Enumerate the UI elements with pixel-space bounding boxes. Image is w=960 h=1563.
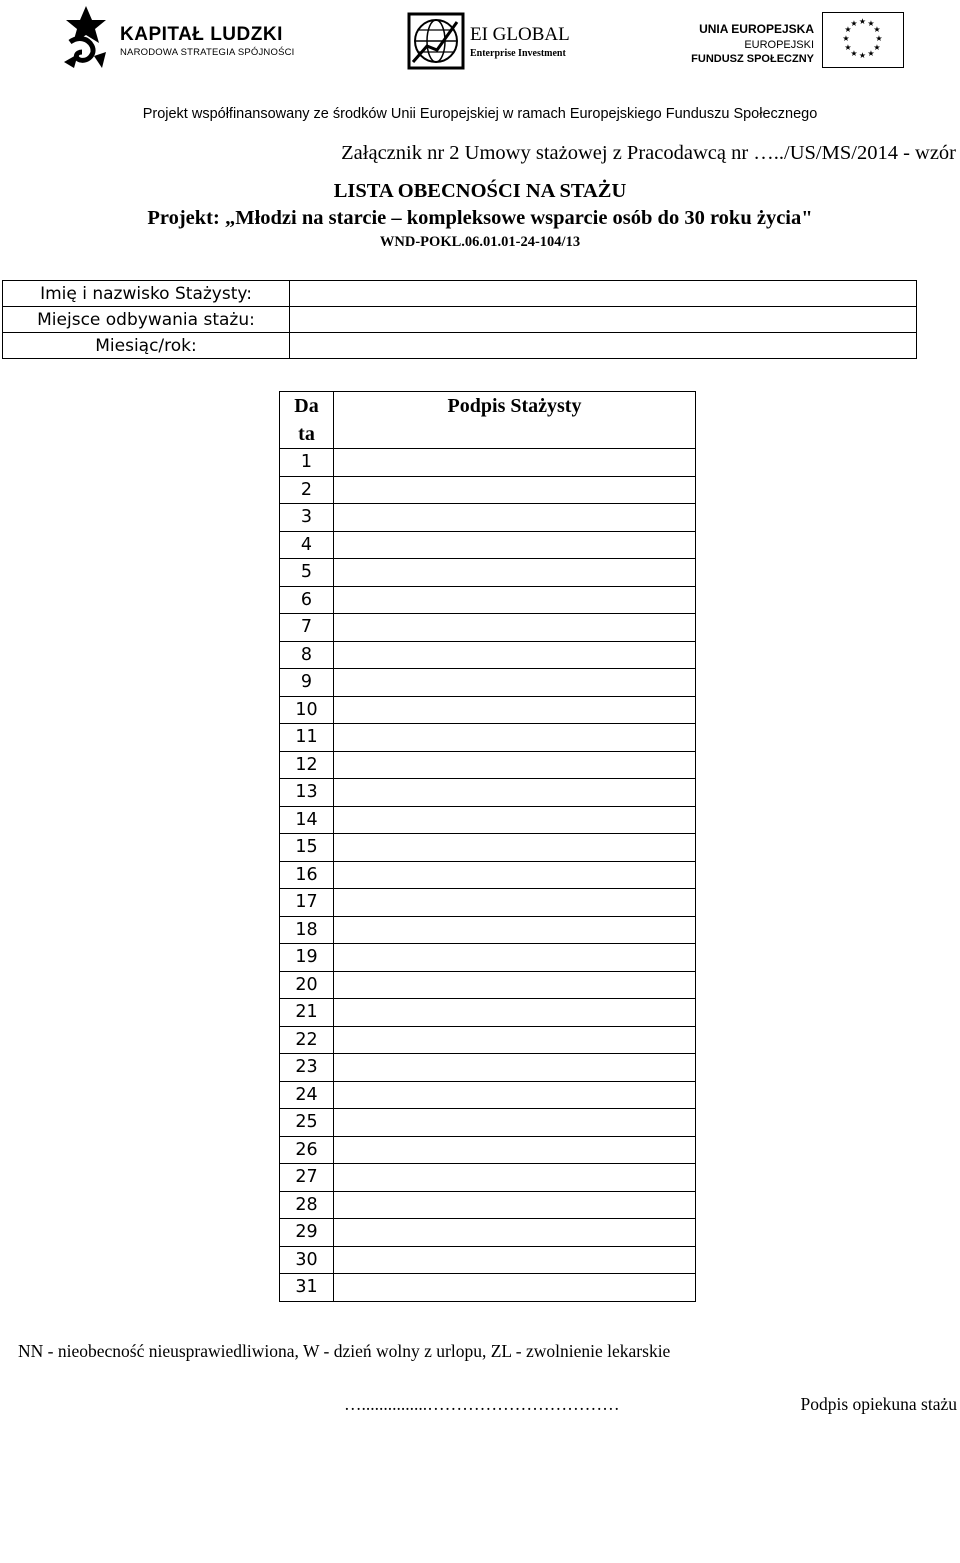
- day-number: 7: [280, 614, 334, 642]
- signature-cell[interactable]: [334, 779, 696, 807]
- svg-text:★: ★: [842, 34, 850, 43]
- signature-cell[interactable]: [334, 449, 696, 477]
- kapital-ludzki-subtitle: NARODOWA STRATEGIA SPÓJNOŚCI: [120, 47, 295, 58]
- supervisor-signature-label: Podpis opiekuna stażu: [800, 1394, 957, 1414]
- signature-cell[interactable]: [334, 916, 696, 944]
- attendance-row: [280, 834, 696, 862]
- attendance-row: [280, 779, 696, 807]
- svg-text:★: ★: [850, 19, 858, 28]
- day-number: 13: [280, 779, 334, 807]
- document-title: LISTA OBECNOŚCI NA STAŻU: [333, 180, 627, 202]
- attendance-row: [280, 641, 696, 669]
- attendance-row: [280, 614, 696, 642]
- signature-cell[interactable]: [334, 1136, 696, 1164]
- attendance-row: [280, 449, 696, 477]
- signature-cell[interactable]: [334, 806, 696, 834]
- signature-cell[interactable]: [334, 1164, 696, 1192]
- signature-cell[interactable]: [334, 944, 696, 972]
- day-number: 29: [280, 1219, 334, 1247]
- day-number: 12: [280, 751, 334, 779]
- svg-text:★: ★: [873, 43, 881, 52]
- info-row-month: [3, 333, 917, 359]
- attendance-row: [280, 916, 696, 944]
- day-number: 17: [280, 889, 334, 917]
- day-number: 15: [280, 834, 334, 862]
- signature-cell[interactable]: [334, 476, 696, 504]
- svg-text:★: ★: [858, 17, 867, 26]
- signature-cell[interactable]: [334, 696, 696, 724]
- day-number: 3: [280, 504, 334, 532]
- ei-global-title: EI GLOBAL: [470, 24, 570, 45]
- eu-fund-line2: FUNDUSZ SPOŁECZNY: [691, 53, 814, 65]
- attendance-header-row: [280, 392, 696, 449]
- signature-cell[interactable]: [334, 1054, 696, 1082]
- attendance-row: [280, 806, 696, 834]
- svg-text:★: ★: [850, 49, 858, 58]
- eu-flag-icon: [822, 12, 904, 68]
- day-number: 20: [280, 971, 334, 999]
- day-number: 2: [280, 476, 334, 504]
- attendance-row: [280, 971, 696, 999]
- day-number: 30: [280, 1246, 334, 1274]
- attendance-table: [279, 391, 696, 1302]
- day-number: 25: [280, 1109, 334, 1137]
- signature-cell[interactable]: [334, 641, 696, 669]
- attendance-row: [280, 1246, 696, 1274]
- attendance-row: [280, 696, 696, 724]
- intern-name-field[interactable]: [290, 281, 917, 307]
- day-number: 6: [280, 586, 334, 614]
- day-number: 21: [280, 999, 334, 1027]
- attachment-label: Załącznik nr 2 Umowy stażowej z Pracodawcą nr …../US/MS/2014 - wzór: [341, 142, 956, 164]
- day-number: 10: [280, 696, 334, 724]
- day-number: 4: [280, 531, 334, 559]
- info-row-name: [3, 281, 917, 307]
- ei-global-logo: [405, 10, 580, 70]
- signature-cell[interactable]: [334, 614, 696, 642]
- signature-cell[interactable]: [334, 861, 696, 889]
- ei-global-subtitle: Enterprise Investment: [470, 48, 566, 59]
- signature-cell[interactable]: [334, 724, 696, 752]
- day-number: 19: [280, 944, 334, 972]
- date-column-header: [280, 392, 334, 449]
- signature-cell[interactable]: [334, 1081, 696, 1109]
- attendance-row: [280, 504, 696, 532]
- day-number: 1: [280, 449, 334, 477]
- signature-cell[interactable]: [334, 504, 696, 532]
- kapital-ludzki-logo: [58, 2, 295, 72]
- day-number: 8: [280, 641, 334, 669]
- day-number: 31: [280, 1274, 334, 1302]
- signature-cell[interactable]: [334, 669, 696, 697]
- signature-cell[interactable]: [334, 531, 696, 559]
- signature-cell[interactable]: [334, 1191, 696, 1219]
- svg-text:★: ★: [858, 51, 867, 60]
- signature-cell[interactable]: [334, 559, 696, 587]
- intern-name-label: Imię i nazwisko Stażysty:: [3, 281, 290, 307]
- signature-cell[interactable]: [334, 1219, 696, 1247]
- svg-text:★: ★: [875, 34, 883, 43]
- attendance-row: [280, 1274, 696, 1302]
- attendance-row: [280, 861, 696, 889]
- globe-icon: [407, 12, 465, 70]
- day-number: 9: [280, 669, 334, 697]
- signature-cell[interactable]: [334, 1246, 696, 1274]
- signature-cell[interactable]: [334, 751, 696, 779]
- signature-cell[interactable]: [334, 971, 696, 999]
- attendance-row: [280, 944, 696, 972]
- svg-text:★: ★: [844, 43, 852, 52]
- day-number: 22: [280, 1026, 334, 1054]
- signature-dotted-line: …...............……………………………: [344, 1394, 620, 1414]
- attendance-row: [280, 1136, 696, 1164]
- attendance-row: [280, 889, 696, 917]
- day-number: 16: [280, 861, 334, 889]
- project-name: Projekt: „Młodzi na starcie – kompleksowe wsparcie osób do 30 roku życia": [147, 207, 813, 229]
- attendance-row: [280, 1054, 696, 1082]
- attendance-row: [280, 1109, 696, 1137]
- attendance-row: [280, 724, 696, 752]
- cofinancing-note: Projekt współfinansowany ze środków Unii Europejskiej w ramach Europejskiego Funduszu Społecznego: [142, 106, 818, 122]
- day-number: 18: [280, 916, 334, 944]
- attendance-row: [280, 1026, 696, 1054]
- signature-cell[interactable]: [334, 1109, 696, 1137]
- date-header-part2: ta: [298, 423, 315, 445]
- day-number: 14: [280, 806, 334, 834]
- date-header-part1: Da: [294, 395, 319, 417]
- attendance-row: [280, 1164, 696, 1192]
- attendance-row: [280, 1219, 696, 1247]
- attendance-row: [280, 1081, 696, 1109]
- intern-info-table: [2, 280, 917, 359]
- signature-cell[interactable]: [334, 586, 696, 614]
- svg-text:★: ★: [867, 19, 875, 28]
- attendance-row: [280, 999, 696, 1027]
- internship-place-label: Miejsce odbywania stażu:: [3, 307, 290, 333]
- attendance-row: [280, 751, 696, 779]
- day-number: 27: [280, 1164, 334, 1192]
- kapital-ludzki-title: KAPITAŁ LUDZKI: [120, 24, 283, 45]
- info-row-place: [3, 307, 917, 333]
- attendance-row: [280, 476, 696, 504]
- signature-column-header: Podpis Stażysty: [334, 392, 696, 449]
- day-number: 5: [280, 559, 334, 587]
- month-year-field[interactable]: [290, 333, 917, 359]
- legend-note: NN - nieobecność nieusprawiedliwiona, W - dzień wolny z urlopu, ZL - zwolnienie lekarskie: [18, 1341, 671, 1361]
- svg-text:★: ★: [867, 49, 875, 58]
- day-number: 26: [280, 1136, 334, 1164]
- attendance-row: [280, 669, 696, 697]
- attendance-row: [280, 559, 696, 587]
- signature-cell[interactable]: [334, 889, 696, 917]
- day-number: 11: [280, 724, 334, 752]
- day-number: 28: [280, 1191, 334, 1219]
- day-number: 23: [280, 1054, 334, 1082]
- svg-text:★: ★: [844, 25, 852, 34]
- eu-fund-line1: EUROPEJSKI: [744, 39, 814, 51]
- signature-cell[interactable]: [334, 1026, 696, 1054]
- eu-logo: [690, 8, 910, 70]
- day-number: 24: [280, 1081, 334, 1109]
- month-year-label: Miesiąc/rok:: [3, 333, 290, 359]
- svg-text:★: ★: [873, 25, 881, 34]
- signature-cell[interactable]: [334, 1274, 696, 1302]
- attendance-row: [280, 1191, 696, 1219]
- attendance-row: [280, 531, 696, 559]
- project-number: WND-POKL.06.01.01-24-104/13: [379, 234, 581, 250]
- signature-cell[interactable]: [334, 834, 696, 862]
- kapital-ludzki-emblem-icon: [58, 2, 116, 72]
- eu-title: UNIA EUROPEJSKA: [699, 22, 814, 36]
- signature-cell[interactable]: [334, 999, 696, 1027]
- internship-place-field[interactable]: [290, 307, 917, 333]
- attendance-row: [280, 586, 696, 614]
